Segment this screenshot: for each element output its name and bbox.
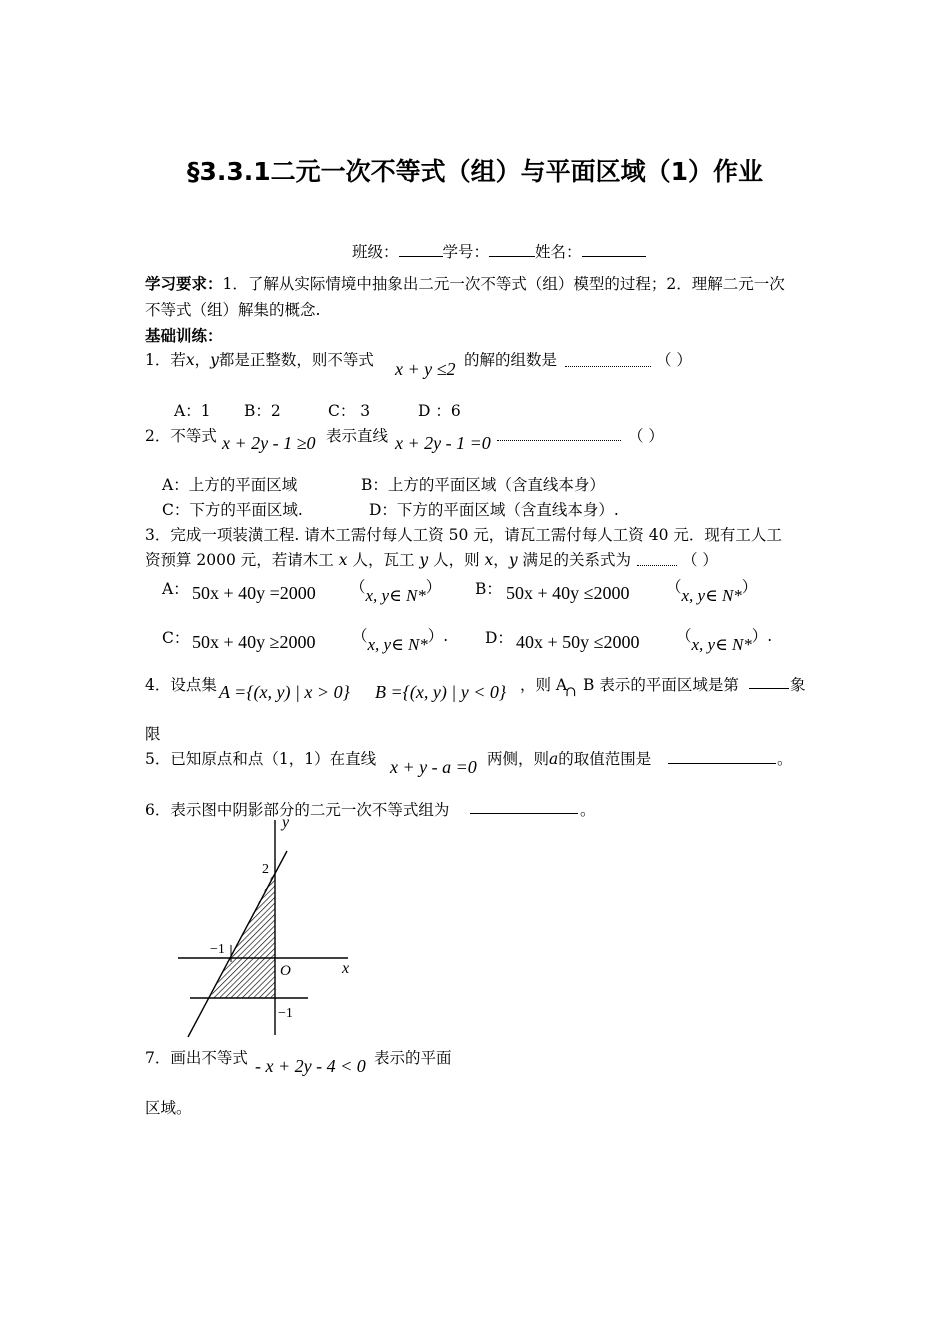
q3-option-d-formula: 40x + 50y ≤2000 <box>516 632 640 652</box>
q5-formula: x + y - a =0 <box>390 757 477 777</box>
q4-text-d: 象 <box>790 676 806 694</box>
q2-text-b: 表示直线 <box>326 427 389 445</box>
q6-graph <box>170 815 370 1040</box>
q3-text-d: 满足的关系式为 <box>522 551 632 569</box>
q5-end: 。 <box>777 750 793 768</box>
q6-end: 。 <box>580 801 596 819</box>
class-blank[interactable] <box>399 241 443 257</box>
q2-answer-blank[interactable] <box>497 439 621 441</box>
q1-text-b: 都是正整数，则不等式 <box>218 351 374 369</box>
q4-text-b: ，则 A <box>520 676 568 694</box>
q1-option-a[interactable]: A：1 <box>174 402 211 420</box>
q3-option-d-domain: （x, y∈ N*）. <box>676 627 773 654</box>
q1-option-c[interactable]: C： 3 <box>328 402 371 420</box>
q3-option-a-formula: 50x + 40y =2000 <box>192 583 316 603</box>
q3-text-b: 人，瓦工 <box>352 551 415 569</box>
requirements-label: 学习要求： <box>145 275 223 293</box>
student-id-label: 学号： <box>442 243 490 261</box>
q1-option-d[interactable]: D ：6 <box>418 402 461 420</box>
q2-option-c[interactable]: C：下方的平面区域. <box>162 501 303 519</box>
q2-formula-1: x + 2y - 1 ≥0 <box>222 433 316 453</box>
label-y-2: 2 <box>262 862 269 877</box>
requirements-line-1 <box>145 272 785 294</box>
q5-var-a: a <box>549 750 559 768</box>
requirements-text-2: 不等式（组）解集的概念. <box>145 301 321 319</box>
q3-domain-b: x, y∈ N* <box>681 586 742 605</box>
q6-answer-blank[interactable] <box>470 813 578 814</box>
student-id-blank[interactable] <box>489 241 535 257</box>
q2-text-a: 2．不等式 <box>145 427 217 445</box>
class-label: 班级： <box>352 243 399 261</box>
q7-formula: - x + 2y - 4 < 0 <box>255 1056 366 1076</box>
q3-answer-blank[interactable] <box>637 564 677 566</box>
q3-option-c-formula: 50x + 40y ≥2000 <box>192 632 316 652</box>
q5-text-b: 两侧，则 <box>487 750 550 768</box>
q3-option-c-domain: （x, y∈ N*）. <box>352 627 449 654</box>
q2-option-d[interactable]: D：下方的平面区域（含直线本身）. <box>369 501 619 519</box>
label-origin: O <box>280 963 291 979</box>
q4-set-a: A ={(x, y) | x > 0} <box>219 682 350 702</box>
q1-option-b[interactable]: B：2 <box>244 402 281 420</box>
q7-text-c: 区域。 <box>145 1099 192 1117</box>
q1-comma: ， <box>194 351 211 369</box>
q5-text-a: 5．已知原点和点（1，1）在直线 <box>145 750 377 768</box>
requirements-text-1: 1．了解从实际情境中抽象出二元一次不等式（组）模型的过程；2．理解二元一次 <box>222 275 785 293</box>
q5-text-c: 的取值范围是 <box>558 750 652 768</box>
name-blank[interactable] <box>582 241 646 257</box>
q3-option-d-label[interactable]: D： <box>485 629 513 647</box>
page-title: §3.3.1二元一次不等式（组）与平面区域（1）作业 <box>186 157 764 186</box>
q1-var-y: y <box>210 351 219 369</box>
q7-text-a: 7．画出不等式 <box>145 1049 248 1067</box>
q2-option-a[interactable]: A：上方的平面区域 <box>162 476 298 494</box>
q3-text-c: 人，则 <box>433 551 480 569</box>
q3-text-a: 资预算 2000 元，若请木工 <box>145 551 334 569</box>
label-y-neg1: −1 <box>278 1006 293 1021</box>
q1-answer-blank[interactable] <box>565 365 651 367</box>
q4-text-e: 限 <box>145 725 161 743</box>
q3-domain-c: x, y∈ N* <box>367 635 428 654</box>
q2-formula-2: x + 2y - 1 =0 <box>395 433 491 453</box>
name-label: 姓名： <box>535 243 582 261</box>
q4-text-c: B 表示的平面区域是第 <box>583 676 739 694</box>
section-label: 基础训练： <box>145 327 223 345</box>
q1-formula: x + y ≤2 <box>395 359 456 379</box>
q3-option-b-domain: （x, y∈ N*） <box>666 578 758 605</box>
q3-dot-d: . <box>767 627 773 645</box>
q1-text-a: 1．若 <box>145 351 186 369</box>
y-axis-label: y <box>282 815 290 831</box>
q1-var-x: x <box>185 351 195 369</box>
q3-dot-c: . <box>443 627 449 645</box>
q3-line-1: 3．完成一项装潢工程. 请木工需付每人工资 50 元，请瓦工需付每人工资 40 元．现有工人工 <box>145 526 782 544</box>
q4-cap: ∩ <box>565 684 577 700</box>
q1-text-c: 的解的组数是 <box>464 351 558 369</box>
q2-option-b[interactable]: B：上方的平面区域（含直线本身） <box>361 476 605 494</box>
q2-paren[interactable]: （ ） <box>628 427 664 445</box>
student-info-line <box>352 240 646 262</box>
q7-text-b: 表示的平面 <box>374 1049 452 1067</box>
q3-paren[interactable]: （ ） <box>682 551 718 569</box>
q3-option-c-label[interactable]: C： <box>162 629 190 647</box>
q3-option-a-label[interactable]: A： <box>162 580 189 598</box>
q3-option-a-domain: （x, y∈ N*） <box>350 578 442 605</box>
q5-text <box>487 747 651 769</box>
q3-option-b-formula: 50x + 40y ≤2000 <box>506 583 630 603</box>
q4-set-b: B ={(x, y) | y < 0} <box>375 682 507 702</box>
label-x-neg1: −1 <box>210 942 225 957</box>
q5-answer-blank[interactable] <box>668 763 776 764</box>
q4-text-a: 4．设点集 <box>145 676 217 694</box>
question-1 <box>145 348 374 370</box>
q3-option-b-label[interactable]: B： <box>475 580 502 598</box>
q4-answer-blank[interactable] <box>749 688 789 689</box>
q3-line-2: 资预算 2000 元，若请木工 x 人，瓦工 y 人，则 x，y 满足的关系式为 <box>145 551 632 569</box>
q3-domain-d: x, y∈ N* <box>691 635 752 654</box>
q6-text: 6．表示图中阴影部分的二元一次不等式组为 <box>145 801 450 819</box>
q3-domain-a: x, y∈ N* <box>365 586 426 605</box>
q1-paren[interactable]: （ ） <box>656 351 692 369</box>
x-axis-label: x <box>342 960 350 977</box>
